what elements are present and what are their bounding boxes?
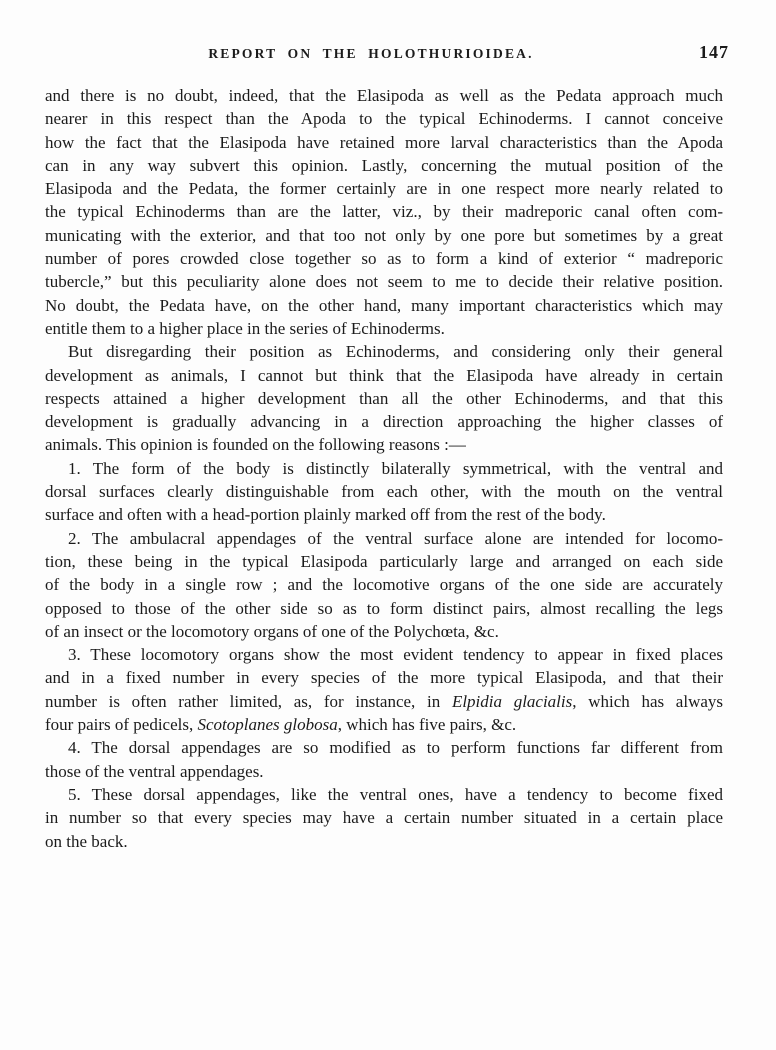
text-line <box>45 387 723 410</box>
text-segment: No doubt, the Pedata have, on the other hand, many important characteristics which may <box>45 295 723 315</box>
text-line <box>45 643 723 666</box>
text-line <box>45 457 723 480</box>
text-segment: can in any way subvert this opinion. Lastly, concerning the mutual position of the <box>45 155 723 175</box>
page-number: 147 <box>699 42 729 62</box>
text-line <box>45 503 723 526</box>
text-segment: and in a fixed number in every species of the more typical Elasipoda, and that their <box>45 668 723 688</box>
text-segment: 3. These locomotory organs show the most evident tendency to appear in fixed places <box>68 645 723 665</box>
page-content <box>45 84 723 853</box>
text-segment: of an insect or the locomotory organs of one of the Polychœta, &c. <box>45 621 499 641</box>
text-segment: entitle them to a higher place in the series of Echinoderms. <box>45 318 445 338</box>
text-segment: , which has always <box>572 691 724 711</box>
paragraph-1 <box>45 84 723 340</box>
text-line <box>45 224 723 247</box>
text-line <box>45 573 723 596</box>
text-line <box>45 713 723 736</box>
text-segment: in number so that every species may have a certain number situated in a certain place <box>45 808 723 828</box>
running-title: REPORT ON THE HOLOTHURIOIDEA. <box>208 46 534 61</box>
text-line <box>45 527 723 550</box>
text-line <box>45 177 723 200</box>
text-line <box>45 200 723 223</box>
text-line <box>45 154 723 177</box>
text-line <box>45 760 723 783</box>
text-segment: the typical Echinoderms than are the latter, viz., by their madreporic canal often com- <box>45 202 723 222</box>
text-segment: 1. The form of the body is distinctly bilaterally symmetrical, with the ventral and <box>68 458 723 478</box>
text-line <box>45 247 723 270</box>
text-line <box>45 830 723 853</box>
text-segment: on the back. <box>45 831 128 851</box>
paragraph-3 <box>45 457 723 527</box>
text-segment: 5. These dorsal appendages, like the ventral ones, have a tendency to become fixed <box>68 784 723 804</box>
text-segment: tubercle,” but this peculiarity alone does not seem to me to decide their relative position. <box>45 272 723 292</box>
text-segment: those of the ventral appendages. <box>45 761 264 781</box>
text-segment: opposed to those of the other side so as to form distinct pairs, almost recalling the legs <box>45 598 723 618</box>
text-segment: But disregarding their position as Echinoderms, and considering only their general <box>68 342 723 362</box>
text-line <box>45 690 723 713</box>
text-segment: development as animals, I cannot but think that the Elasipoda have already in certain <box>45 365 723 385</box>
text-segment: and there is no doubt, indeed, that the Elasipoda as well as the Pedata approach much <box>45 86 723 105</box>
text-line <box>45 364 723 387</box>
paragraph-6 <box>45 736 723 783</box>
text-line <box>45 340 723 363</box>
species-name-italic: Elpidia glacialis <box>451 691 573 711</box>
text-line <box>45 131 723 154</box>
text-line <box>45 270 723 293</box>
text-line <box>45 410 723 433</box>
paragraph-5 <box>45 643 723 736</box>
text-segment: 4. The dorsal appendages are so modified as to perform functions far different from <box>68 738 723 758</box>
text-segment: dorsal surfaces clearly distinguishable from each other, with the mouth on the ventral <box>45 482 723 502</box>
text-segment: number of pores crowded close together so as to form a kind of exterior “ madreporic <box>45 249 723 269</box>
text-segment: number is often rather limited, as, for instance, in <box>45 691 452 711</box>
text-segment: nearer in this respect than the Apoda to the typical Echinoderms. I cannot conceive <box>45 109 723 129</box>
text-segment: four pairs of pedicels, <box>45 715 198 735</box>
text-line <box>45 107 723 130</box>
text-segment: , which has five pairs, &c. <box>337 715 517 735</box>
paragraph-4 <box>45 527 723 643</box>
text-line <box>45 433 723 456</box>
text-line <box>45 597 723 620</box>
text-line <box>45 620 723 643</box>
text-line <box>45 480 723 503</box>
text-segment: animals. This opinion is founded on the following reasons :— <box>45 435 466 455</box>
text-segment: development is gradually advancing in a direction approaching the higher classes of <box>45 412 723 432</box>
text-line <box>45 294 723 317</box>
text-line <box>45 806 723 829</box>
text-line <box>45 666 723 689</box>
text-line <box>45 317 723 340</box>
text-segment: how the fact that the Elasipoda have retained more larval characteristics than the Apoda <box>45 132 723 152</box>
text-segment: tion, these being in the typical Elasipoda particularly large and arranged on each side <box>45 551 723 571</box>
text-segment: Elasipoda and the Pedata, the former certainly are in one respect more nearly related to <box>45 179 723 199</box>
text-line <box>45 783 723 806</box>
species-name-italic: Scotoplanes globosa <box>197 715 338 735</box>
text-segment: of the body in a single row ; and the locomotive organs of the one side are accurately <box>45 575 723 595</box>
text-line <box>45 84 723 107</box>
text-segment: surface and often with a head-portion plainly marked off from the rest of the body. <box>45 505 606 525</box>
paragraph-2 <box>45 340 723 456</box>
text-segment: municating with the exterior, and that too not only by one pore but sometimes by a great <box>45 225 723 245</box>
text-line <box>45 550 723 573</box>
page-header <box>45 42 729 68</box>
text-line <box>45 736 723 759</box>
text-segment: respects attained a higher development than all the other Echinoderms, and that this <box>45 388 723 408</box>
paragraph-7 <box>45 783 723 853</box>
text-segment: 2. The ambulacral appendages of the ventral surface alone are intended for locomo- <box>68 528 723 548</box>
